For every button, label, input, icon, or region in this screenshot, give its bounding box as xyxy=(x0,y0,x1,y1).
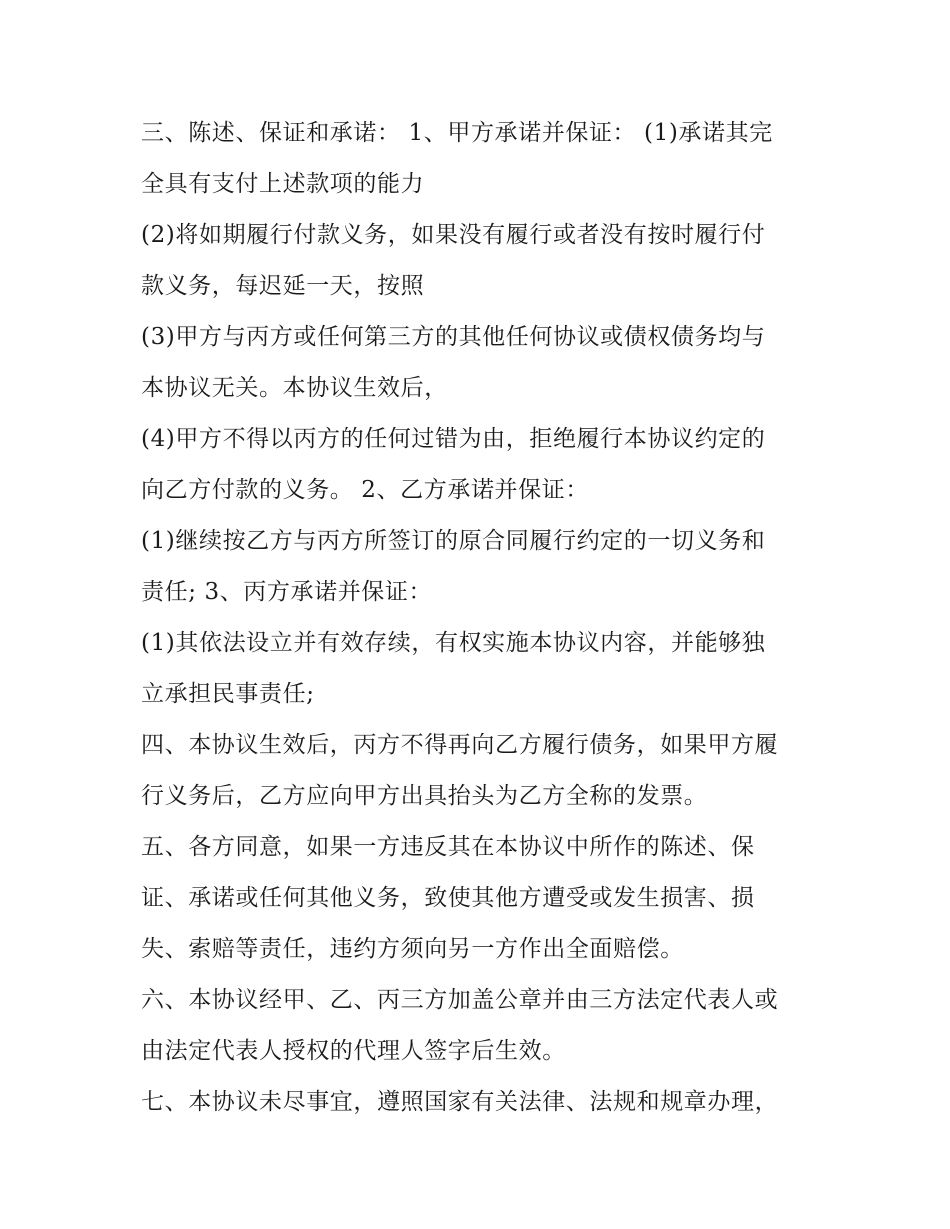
text-line: 六、本协议经甲、乙、丙三方加盖公章并由三方法定代表人或 xyxy=(141,987,779,1013)
text-line: (3)甲方与丙方或任何第三方的其他任何协议或债权债务均与 xyxy=(141,324,766,350)
text-line: 证、承诺或任何其他义务，致使其他方遭受或发生损害、损 xyxy=(141,885,755,911)
text-line: 行义务后，乙方应向甲方出具抬头为乙方全称的发票。 xyxy=(141,783,708,809)
text-line: 立承担民事责任; xyxy=(141,681,315,707)
text-line: 五、各方同意，如果一方违反其在本协议中所作的陈述、保 xyxy=(141,834,755,860)
text-line: (1)其依法设立并有效存续，有权实施本协议内容，并能够独 xyxy=(141,630,766,656)
text-line: 款义务，每迟延一天，按照 xyxy=(141,273,425,299)
text-line: 全具有支付上述款项的能力 xyxy=(141,171,425,197)
text-line: 责任; 3、丙方承诺并保证： xyxy=(141,579,433,605)
text-line: (2)将如期履行付款义务，如果没有履行或者没有按时履行付 xyxy=(141,222,766,248)
text-line: (4)甲方不得以丙方的任何过错为由，拒绝履行本协议约定的 xyxy=(141,426,766,452)
text-line: 由法定代表人授权的代理人签字后生效。 xyxy=(141,1038,566,1064)
text-line: (1)继续按乙方与丙方所签订的原合同履行约定的一切义务和 xyxy=(141,528,766,554)
text-line: 七、本协议未尽事宜，遵照国家有关法律、法规和规章办理， xyxy=(141,1089,779,1115)
text-line: 失、索赔等责任，违约方须向另一方作出全面赔偿。 xyxy=(141,936,684,962)
text-line: 四、本协议生效后，丙方不得再向乙方履行债务，如果甲方履 xyxy=(141,732,779,758)
text-line: 三、陈述、保证和承诺： 1、甲方承诺并保证： (1)承诺其完 xyxy=(141,120,773,146)
text-line: 本协议无关。本协议生效后， xyxy=(141,375,448,401)
document-body xyxy=(141,108,821,1128)
text-line: 向乙方付款的义务。 2、乙方承诺并保证： xyxy=(141,477,589,503)
